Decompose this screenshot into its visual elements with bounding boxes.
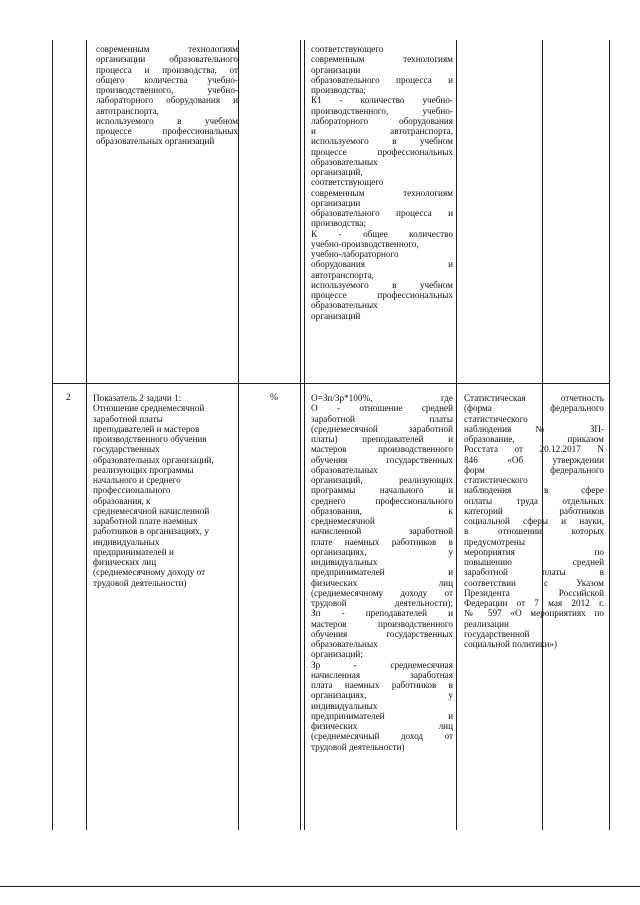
row2-number: 2 bbox=[66, 393, 71, 403]
text-line: среднего профессионального bbox=[311, 495, 453, 506]
text-line: автотранспорта, bbox=[96, 105, 159, 116]
text-line: Президента Российской bbox=[464, 587, 604, 598]
text-line: организации bbox=[311, 197, 361, 208]
text-line: организациях, у bbox=[311, 546, 453, 557]
table-border-col3a bbox=[300, 40, 301, 830]
text-line: предпринимателей и bbox=[311, 710, 453, 721]
text-line: (форма федерального bbox=[464, 403, 604, 414]
row1-indicator-cell bbox=[96, 44, 238, 147]
table-border-col1 bbox=[86, 40, 87, 830]
text-line: используемого в учебном bbox=[96, 115, 238, 126]
text-line: (среднемесячной заработной bbox=[311, 423, 453, 434]
text-line: преподавателей и мастеров bbox=[93, 423, 200, 434]
text-line: образования, к bbox=[93, 495, 151, 506]
text-line: индивидуальных bbox=[93, 536, 160, 547]
footer-rule bbox=[0, 886, 640, 887]
text-line: производственного, учебно- bbox=[96, 85, 238, 95]
text-line: и автотранспорта, bbox=[311, 126, 453, 136]
text-line: организации образовательного bbox=[96, 54, 238, 65]
text-line: (среднемесячный доход от bbox=[311, 731, 453, 742]
text-line: образовательных организаций bbox=[96, 136, 215, 147]
text-line: организаций bbox=[311, 310, 361, 321]
text-line: предусмотрены bbox=[464, 536, 525, 547]
text-line: производственного, учебно- bbox=[311, 105, 453, 116]
text-line: процессе профессиональных bbox=[311, 290, 453, 300]
text-line: процесса и производства, от bbox=[96, 64, 238, 75]
text-line: физических лиц bbox=[93, 557, 157, 567]
text-line: учебно-производственного, bbox=[311, 238, 419, 249]
text-line: платы) преподавателей и bbox=[311, 434, 453, 444]
text-line: № 597 «О мероприятиях по bbox=[464, 608, 604, 619]
text-line: Росстата от 20.12.2017 N bbox=[464, 444, 604, 455]
text-line: используемого в учебном bbox=[311, 136, 453, 147]
text-line: (среднемесячному доходу от bbox=[93, 567, 206, 578]
text-line: социальной политики») bbox=[464, 639, 558, 649]
text-line: плата наемных работников в bbox=[311, 680, 453, 690]
text-line: реализующих программы bbox=[93, 464, 194, 475]
text-line: образование, приказом bbox=[464, 434, 604, 444]
text-line: лабораторного оборудования bbox=[311, 115, 453, 126]
text-line: статистического bbox=[464, 413, 528, 424]
text-line: оплаты труда отдельных bbox=[464, 495, 604, 506]
text-line: профессионального bbox=[93, 485, 171, 496]
table-border-col3b bbox=[304, 40, 305, 830]
table-border-right bbox=[609, 40, 610, 830]
text-line: производства; bbox=[311, 218, 366, 229]
text-line: повышению средней bbox=[464, 557, 604, 567]
text-line: (среднемесячному доходу от bbox=[311, 587, 453, 598]
text-line: образовательных bbox=[311, 639, 378, 649]
text-line: производства; bbox=[311, 85, 366, 95]
text-line: предпринимателей и bbox=[311, 567, 453, 578]
text-line: используемого в учебном bbox=[311, 279, 453, 290]
text-line: образовательных bbox=[311, 156, 378, 167]
text-line: среднемесячной bbox=[311, 516, 375, 526]
row1-formula-cell bbox=[311, 44, 453, 321]
text-line: процессе профессиональных bbox=[311, 146, 453, 157]
text-line: начисленная заработная bbox=[311, 669, 453, 680]
text-line: категорий работников bbox=[464, 505, 604, 516]
text-line: в отношении которых bbox=[464, 526, 604, 537]
text-line: лабораторного оборудования и bbox=[96, 95, 238, 106]
table-border-col4 bbox=[456, 40, 457, 830]
text-line: Зр - среднемесячная bbox=[311, 659, 453, 670]
text-line: социальной сферы и науки, bbox=[464, 516, 604, 526]
text-line: организации bbox=[311, 64, 361, 75]
text-line: наблюдения в сфере bbox=[464, 485, 604, 496]
text-line: заработной платы bbox=[93, 413, 163, 424]
text-line: предпринимателей и bbox=[93, 546, 174, 557]
text-line: заработной платы bbox=[311, 413, 453, 424]
text-line: 846 «Об утверждении bbox=[464, 454, 604, 465]
text-line: трудовой деятельности) bbox=[93, 577, 187, 588]
text-line: мастеров производственного bbox=[311, 444, 453, 455]
text-line: плате наемных работников в bbox=[311, 536, 453, 547]
text-line: современным технологиям bbox=[96, 44, 238, 54]
text-line: О=Зп/Зр*100%, где bbox=[311, 393, 453, 403]
text-line: работников в организациях, у bbox=[93, 526, 209, 537]
text-line: начального и среднего bbox=[93, 475, 181, 485]
row2-indicator-cell bbox=[93, 393, 235, 588]
text-line: К - общее количество bbox=[311, 228, 453, 239]
text-line: реализации bbox=[464, 618, 509, 629]
text-line: образовательных bbox=[311, 464, 378, 475]
text-line: соответствующего bbox=[311, 177, 384, 188]
text-line: среднемесячной начисленной bbox=[93, 505, 210, 516]
text-line: образовательного процесса и bbox=[311, 208, 453, 218]
table-border-left bbox=[52, 40, 53, 830]
text-line: трудовой деятельности) bbox=[311, 741, 405, 752]
text-line: образовательного процесса и bbox=[311, 74, 453, 85]
text-line: процессе профессиональных bbox=[96, 126, 238, 136]
row-separator bbox=[52, 383, 610, 384]
row2-formula-cell bbox=[311, 393, 453, 752]
text-line: общего количества учебно- bbox=[96, 74, 238, 85]
text-line: государственных bbox=[93, 444, 160, 455]
row2-source-cell bbox=[464, 393, 604, 649]
text-line: Статистическая отчетность bbox=[464, 393, 604, 403]
text-line: учебно-лабораторного bbox=[311, 249, 399, 259]
text-line: государственной bbox=[464, 628, 530, 639]
text-line: индивидуальных bbox=[311, 557, 378, 567]
text-line: образовательных организаций, bbox=[93, 454, 214, 465]
text-line: заработной плате наемных bbox=[93, 516, 198, 526]
text-line: обучения государственных bbox=[311, 454, 453, 465]
text-line: индивидуальных bbox=[311, 700, 378, 711]
text-line: Зп - преподавателей и bbox=[311, 608, 453, 619]
text-line: статистического bbox=[464, 475, 528, 485]
text-line: современным технологиям bbox=[311, 54, 453, 65]
text-line: Отношение среднемесячной bbox=[93, 403, 205, 414]
text-line: физических лиц bbox=[311, 577, 453, 588]
text-line: начисленной заработной bbox=[311, 526, 453, 537]
text-line: Показатель 2 задачи 1: bbox=[93, 393, 182, 403]
text-line: О - отношение средней bbox=[311, 403, 453, 414]
text-line: автотранспорта, bbox=[311, 269, 374, 280]
text-line: трудовой деятельности); bbox=[311, 598, 453, 608]
text-line: образовательных bbox=[311, 300, 378, 311]
text-line: организаций; bbox=[311, 649, 363, 660]
text-line: современным технологиям bbox=[311, 187, 453, 198]
text-line: соответствующего bbox=[311, 44, 384, 54]
text-line: обучения государственных bbox=[311, 628, 453, 639]
text-line: соответствии с Указом bbox=[464, 577, 604, 588]
text-line: К1 - количество учебно- bbox=[311, 95, 453, 106]
text-line: наблюдения № ЗП- bbox=[464, 423, 604, 434]
text-line: организациях, у bbox=[311, 690, 453, 701]
row2-unit: % bbox=[270, 393, 278, 403]
text-line: программы начального и bbox=[311, 485, 453, 496]
text-line: производственного обучения bbox=[93, 434, 207, 444]
text-line: образования, к bbox=[311, 505, 453, 516]
text-line: форм федерального bbox=[464, 464, 604, 475]
text-line: оборудования и bbox=[311, 259, 453, 270]
text-line: Федерации от 7 мая 2012 г. bbox=[464, 598, 604, 608]
text-line: организаций, реализующих bbox=[311, 475, 453, 485]
text-line: мероприятия по bbox=[464, 546, 604, 557]
text-line: мастеров производственного bbox=[311, 618, 453, 629]
text-line: физических лиц bbox=[311, 721, 453, 731]
table-border-col2 bbox=[238, 40, 239, 830]
text-line: организаций, bbox=[311, 167, 363, 177]
text-line: заработной платы в bbox=[464, 567, 604, 578]
